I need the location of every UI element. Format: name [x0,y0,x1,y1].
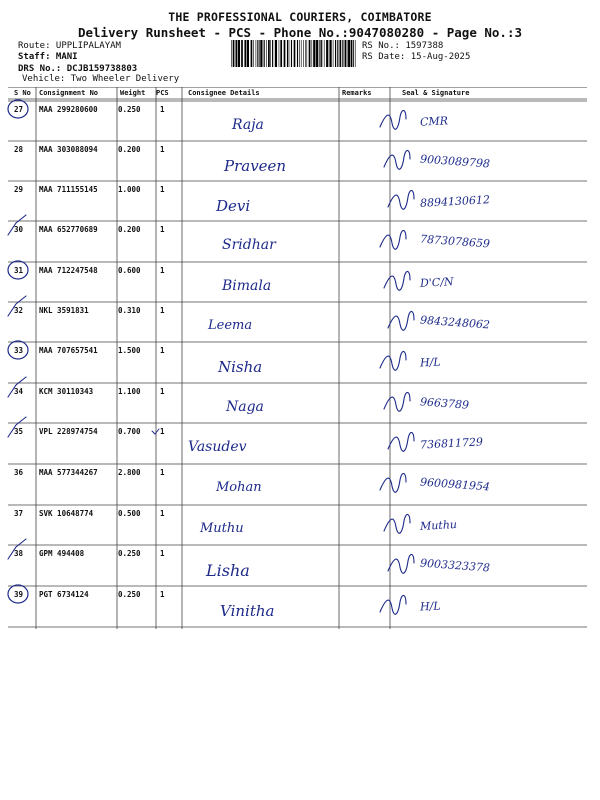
row-consignment-no: MAA 577344267 [39,468,98,477]
row-weight: 0.250 [118,549,141,558]
row-consignee-name: Bimala [222,278,272,294]
row-sno: 27 [14,105,24,114]
row-consignment-no: MAA 711155145 [39,185,98,194]
row-pcs: 1 [160,468,165,477]
row-consignee-name: Devi [216,197,251,215]
row-signature: Muthu [419,518,458,533]
row-weight: 0.310 [118,306,141,315]
row-pcs: 1 [160,105,165,114]
row-signature: H/L [419,355,441,370]
row-weight: 1.000 [118,185,141,194]
col-weight: Weight [120,89,146,97]
row-consignee-name: Lisha [206,561,250,580]
route-label: Route: UPPLIPALAYAM [18,41,121,51]
rs-number: RS No.: 1597388 [362,41,444,51]
row-consignee-name: Nisha [218,358,263,376]
row-weight: 0.250 [118,105,141,114]
row-consignment-no: VPL 228974754 [39,427,98,436]
row-consignment-no: NKL 3591831 [39,306,89,315]
row-consignee-name: Vinitha [220,602,275,620]
row-signature: H/L [419,599,441,614]
rs-date: RS Date: 15-Aug-2025 [362,52,471,62]
row-pcs: 1 [160,427,165,436]
row-sno: 33 [14,346,24,355]
row-sno: 39 [14,590,24,599]
row-weight: 0.200 [118,225,141,234]
vehicle-label: Vehicle: Two Wheeler Delivery [22,74,180,84]
row-signature: 9663789 [419,395,470,412]
row-sno: 36 [14,468,24,477]
row-signature: 7873078659 [419,232,491,251]
row-weight: 0.250 [118,590,141,599]
row-pcs: 1 [160,387,165,396]
row-pcs: 1 [160,225,165,234]
row-sno: 38 [14,549,24,558]
row-weight: 0.700 [118,427,141,436]
row-sno: 35 [14,427,24,436]
runsheet-table [8,87,587,629]
row-signature: 9600981954 [419,475,491,494]
barcode [231,40,356,67]
col-consignee: Consignee Details [188,89,260,97]
row-consignee-name: Praveen [224,157,287,175]
row-consignment-no: GPM 494408 [39,549,85,558]
row-consignee-name: Naga [226,399,264,415]
row-consignment-no: SVK 10648774 [39,509,94,518]
row-weight: 0.500 [118,509,141,518]
row-consignee-name: Mohan [216,480,262,495]
row-weight: 0.600 [118,266,141,275]
row-pcs: 1 [160,306,165,315]
row-signature: 9843248062 [419,313,491,332]
row-pcs: 1 [160,185,165,194]
col-signature: Seal & Signature [402,89,470,97]
row-sno: 28 [14,145,24,154]
row-sno: 29 [14,185,24,194]
row-consignee-name: Leema [208,318,253,333]
row-signature: D'C/N [419,275,454,290]
row-consignment-no: MAA 299280600 [39,105,98,114]
row-signature: 8894130612 [419,193,491,210]
row-consignment-no: MAA 712247548 [39,266,98,275]
row-weight: 1.500 [118,346,141,355]
row-sno: 34 [14,387,24,396]
col-consignment: Consignment No [39,89,99,97]
row-consignee-name: Sridhar [222,237,276,253]
row-pcs: 1 [160,266,165,275]
row-consignee-name: Vasudev [188,439,247,455]
row-consignment-no: MAA 652770689 [39,225,98,234]
row-sno: 31 [14,266,24,275]
staff-label: Staff: MANI [18,52,78,62]
col-sno: S No [14,89,31,97]
row-consignee-name: Muthu [200,521,244,536]
row-signature: 9003089798 [419,152,491,171]
row-consignment-no: PGT 6734124 [39,590,89,599]
row-signature: CMR [419,114,449,129]
row-weight: 2.800 [118,468,141,477]
row-pcs: 1 [160,509,165,518]
row-pcs: 1 [160,549,165,558]
col-pcs: PCS [156,89,169,97]
row-consignment-no: KCM 30110343 [39,387,94,396]
row-pcs: 1 [160,346,165,355]
drs-number: DRS No.: DCJB159738803 [18,64,138,74]
row-consignee-name: Raja [232,117,264,133]
row-sno: 37 [14,509,24,518]
row-sno: 32 [14,306,24,315]
row-pcs: 1 [160,590,165,599]
row-weight: 1.100 [118,387,141,396]
row-signature: 9003323378 [419,556,491,575]
row-consignment-no: MAA 303088094 [39,145,98,154]
row-signature: 736811729 [419,435,484,452]
row-sno: 30 [14,225,24,234]
row-consignment-no: MAA 707657541 [39,346,98,355]
row-pcs: 1 [160,145,165,154]
col-remarks: Remarks [342,89,372,97]
row-weight: 0.200 [118,145,141,154]
runsheet-subtitle: Delivery Runsheet - PCS - Phone No.:9047080280 - Page No.:3 [77,25,522,40]
company-title: THE PROFESSIONAL COURIERS, COIMBATORE [168,10,432,24]
